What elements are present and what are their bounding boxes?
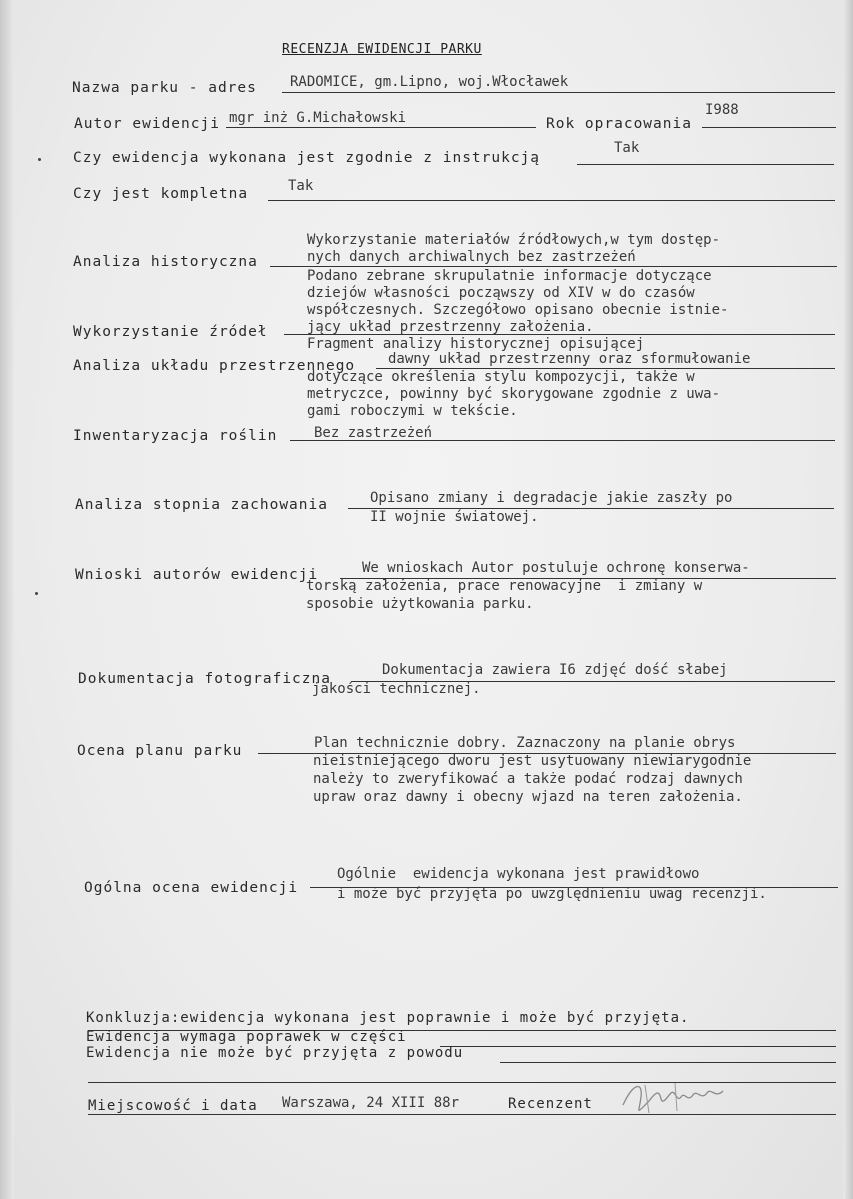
place-date-value: Warszawa, 24 XIII 88r xyxy=(282,1095,460,1111)
year-label: Rok opracowania xyxy=(546,116,692,132)
margin-mark xyxy=(38,158,41,161)
historical-rule xyxy=(270,266,837,267)
document-title: RECENZJA EWIDENCJI PARKU xyxy=(282,42,482,57)
margin-mark xyxy=(35,592,38,595)
author-line xyxy=(226,127,536,128)
instruction-value: Tak xyxy=(614,140,640,156)
sources-line-3: współczesnych. Szczegółowo opisano obecnie istnie- xyxy=(307,302,729,318)
place-date-label: Miejscowość i data xyxy=(88,1098,258,1114)
spatial-line-1: Fragment analizy historycznej opisującej xyxy=(307,336,645,352)
park-name-value: RADOMICE, gm.Lipno, woj.Włocławek xyxy=(290,74,569,90)
plan-line-3: należy to zweryfikować a także podać rodzaj dawnych xyxy=(313,771,743,787)
plan-line-1: Plan technicznie dobry. Zaznaczony na planie obrys xyxy=(314,735,736,751)
spatial-line-5: gami roboczymi w tekście. xyxy=(307,403,518,419)
instruction-line xyxy=(577,164,834,165)
historical-line-2: nych danych archiwalnych bez zastrzeżeń xyxy=(307,249,636,265)
spatial-line-4: metryczce, powinny być skorygowane zgodnie z uwa- xyxy=(307,386,721,402)
plan-line-4: upraw oraz dawny i obecny wjazd na teren założenia. xyxy=(313,789,743,805)
conclusions-label: Wnioski autorów ewidencji xyxy=(75,567,319,583)
sources-line-1: Podano zebrane skrupulatnie informacje dotyczące xyxy=(307,268,712,284)
conclusions-line-1: We wnioskach Autor postuluje ochronę konserwa- xyxy=(362,560,750,576)
year-line xyxy=(702,127,836,128)
author-value: mgr inż G.Michałowski xyxy=(229,110,407,126)
park-name-line xyxy=(282,92,835,93)
plan-line-2: nieistniejącego dworu jest usytuowany niewiarygodnie xyxy=(313,753,752,769)
conclusion-line-3: Ewidencja nie może być przyjęta z powodu xyxy=(86,1045,464,1061)
instruction-label: Czy ewidencja wykonana jest zgodnie z instrukcją xyxy=(73,150,541,166)
overall-line-1: Ogólnie ewidencja wykonana jest prawidłowo xyxy=(337,866,700,882)
preservation-line-2: II wojnie światowej. xyxy=(370,509,539,525)
reviewer-label: Recenzent xyxy=(508,1096,593,1112)
spatial-line-2: dawny układ przestrzenny oraz sformułowanie xyxy=(388,351,751,367)
sources-rule xyxy=(284,334,835,335)
year-value: I988 xyxy=(705,102,739,118)
page-right-edge xyxy=(843,0,853,1199)
sources-line-4: jący układ przestrzenny założenia. xyxy=(307,319,594,335)
complete-value: Tak xyxy=(288,178,314,194)
plants-label: Inwentaryzacja roślin xyxy=(73,428,278,444)
plants-line xyxy=(290,440,835,441)
author-label: Autor ewidencji xyxy=(74,116,220,132)
historical-line-1: Wykorzystanie materiałów źródłowych,w tym dostęp- xyxy=(307,232,721,248)
overall-line-2: i może być przyjęta po uwzględnieniu uwag recenzji. xyxy=(337,886,767,902)
plants-value: Bez zastrzeżeń xyxy=(314,425,433,441)
conclusions-line-3: sposobie użytkowania parku. xyxy=(306,596,534,612)
preservation-label: Analiza stopnia zachowania xyxy=(75,497,328,513)
preservation-line-1: Opisano zmiany i degradacje jakie zaszły po xyxy=(370,490,733,506)
conclusion-rule-3 xyxy=(500,1062,836,1063)
conclusions-line-2: torską założenia, prace renowacyjne i zmiany w xyxy=(306,578,703,594)
conclusion-line-1: Konkluzja:ewidencja wykonana jest poprawnie i może być przyjęta. xyxy=(86,1010,690,1026)
photos-label: Dokumentacja fotograficzna xyxy=(78,671,331,687)
park-name-label: Nazwa parku - adres xyxy=(72,80,257,96)
spatial-label: Analiza układu przestrzennego xyxy=(73,358,356,374)
complete-label: Czy jest kompletna xyxy=(73,186,249,202)
overall-label: Ogólna ocena ewidencji xyxy=(84,880,299,896)
complete-line xyxy=(268,200,835,201)
historical-label: Analiza historyczna xyxy=(73,254,258,270)
sources-label: Wykorzystanie źródeł xyxy=(73,324,268,340)
photos-line-2: jakości technicznej. xyxy=(312,681,481,697)
photos-line-1: Dokumentacja zawiera I6 zdjęć dość słabej xyxy=(382,662,728,678)
conclusion-line-2: Ewidencja wymaga poprawek w części xyxy=(86,1029,407,1045)
spatial-line-3: dotyczące określenia stylu kompozycji, także w xyxy=(307,369,695,385)
conclusion-rule-2 xyxy=(440,1046,836,1047)
sources-line-2: dziejów własności począwszy od XIV w do czasów xyxy=(307,285,695,301)
reviewer-signature xyxy=(615,1075,735,1120)
plan-label: Ocena planu parku xyxy=(77,743,243,759)
page-left-edge xyxy=(0,0,14,1199)
